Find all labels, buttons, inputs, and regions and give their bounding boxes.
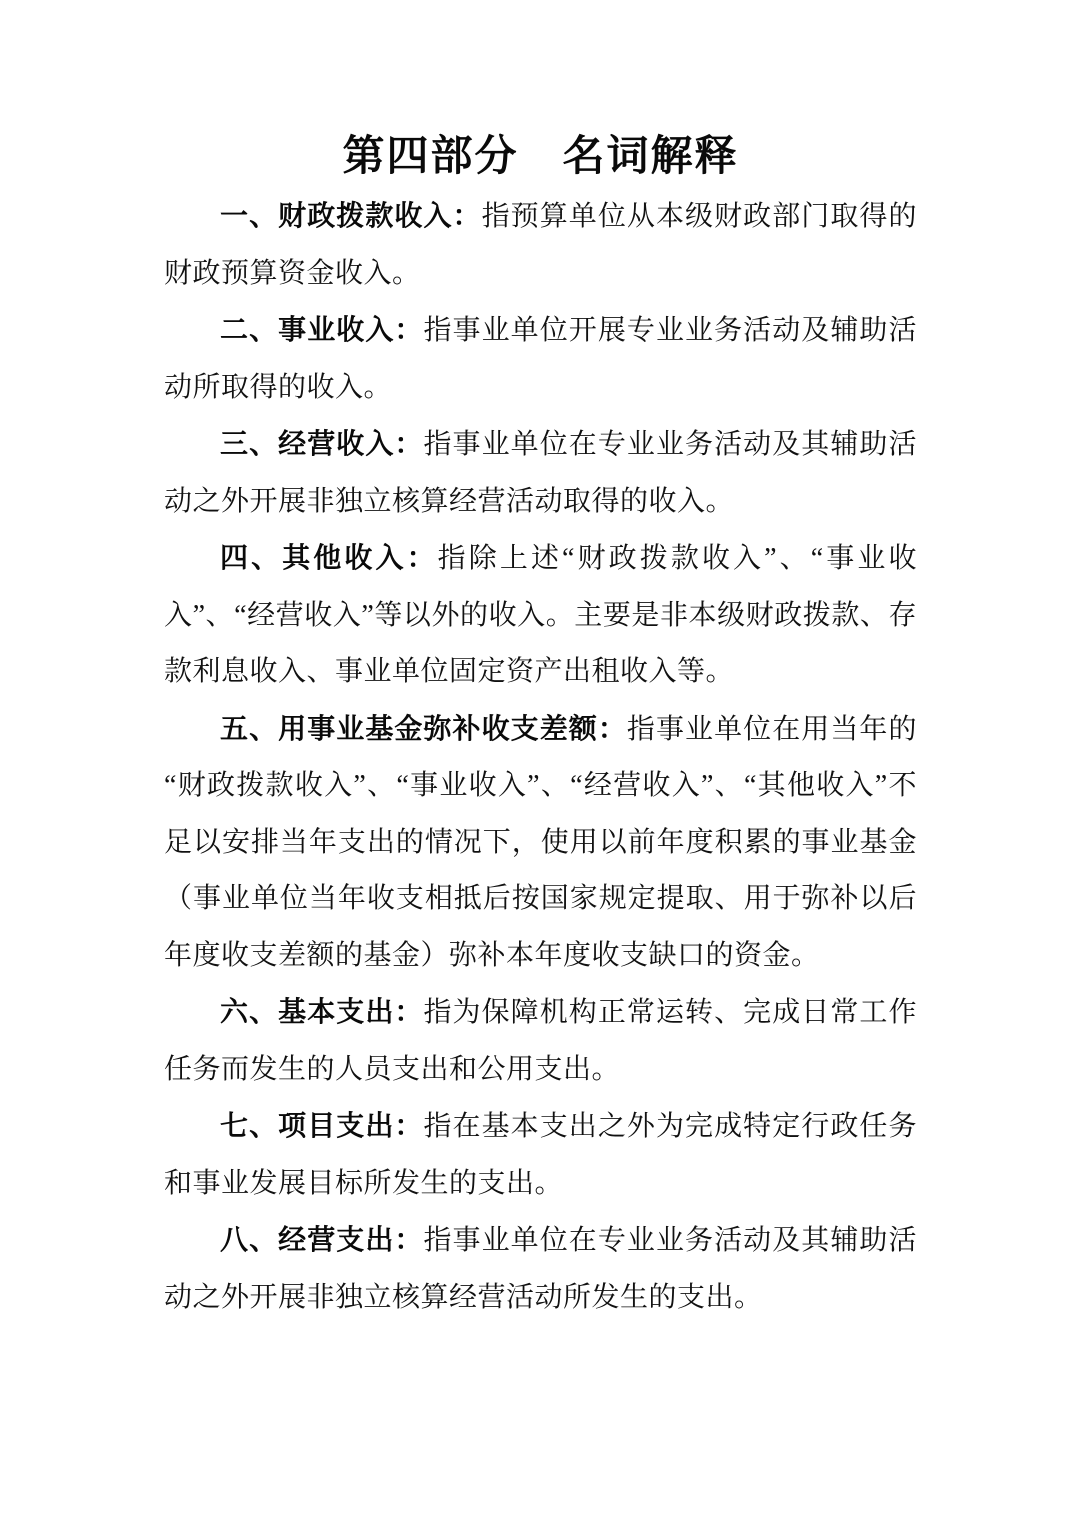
term-label-1: 一、财政拨款收入： xyxy=(220,200,482,231)
document-body xyxy=(164,188,917,1326)
term-definition-5: 指事业单位在用当年的“财政拨款收入”、“事业收入”、“经营收入”、“其他收入”不足以安排当年支出的情况下，使用以前年度积累的事业基金（事业单位当年收支相抵后按国家规定提取、用于弥补以后年度收支差额的基金）弥补本年度收支缺口的资金。 xyxy=(164,713,917,971)
term-paragraph-4 xyxy=(164,530,917,701)
term-paragraph-1 xyxy=(164,188,917,302)
term-label-8: 八、经营支出： xyxy=(220,1224,424,1255)
term-definition-6: 指为保障机构正常运转、完成日常工作任务而发生的人员支出和公用支出。 xyxy=(164,997,917,1085)
term-paragraph-8 xyxy=(164,1212,917,1326)
term-label-5: 五、用事业基金弥补收支差额： xyxy=(220,712,627,744)
term-paragraph-5 xyxy=(164,701,917,985)
term-label-3: 三、经营收入： xyxy=(220,428,424,459)
term-label-4: 四、其他收入： xyxy=(220,542,438,573)
term-definition-4: 指除上述“财政拨款收入”、“事业收入”、“经营收入”等以外的收入。主要是非本级财政拨款、存款利息收入、事业单位固定资产出租收入等。 xyxy=(164,543,917,687)
term-paragraph-7 xyxy=(164,1098,917,1212)
term-paragraph-2 xyxy=(164,302,917,416)
term-label-7: 七、项目支出： xyxy=(220,1110,424,1141)
term-definition-7: 指在基本支出之外为完成特定行政任务和事业发展目标所发生的支出。 xyxy=(164,1111,917,1199)
term-label-6: 六、基本支出： xyxy=(220,996,424,1027)
term-paragraph-3 xyxy=(164,416,917,530)
page-title: 第四部分 名词解释 xyxy=(342,132,739,179)
term-definition-8: 指事业单位在专业业务活动及其辅助活动之外开展非独立核算经营活动所发生的支出。 xyxy=(164,1225,917,1313)
term-definition-2: 指事业单位开展专业业务活动及辅助活动所取得的收入。 xyxy=(164,315,917,403)
term-paragraph-6 xyxy=(164,984,917,1098)
term-label-2: 二、事业收入： xyxy=(220,314,424,345)
term-definition-3: 指事业单位在专业业务活动及其辅助活动之外开展非独立核算经营活动取得的收入。 xyxy=(164,429,917,517)
term-definition-1: 指预算单位从本级财政部门取得的财政预算资金收入。 xyxy=(164,201,917,289)
